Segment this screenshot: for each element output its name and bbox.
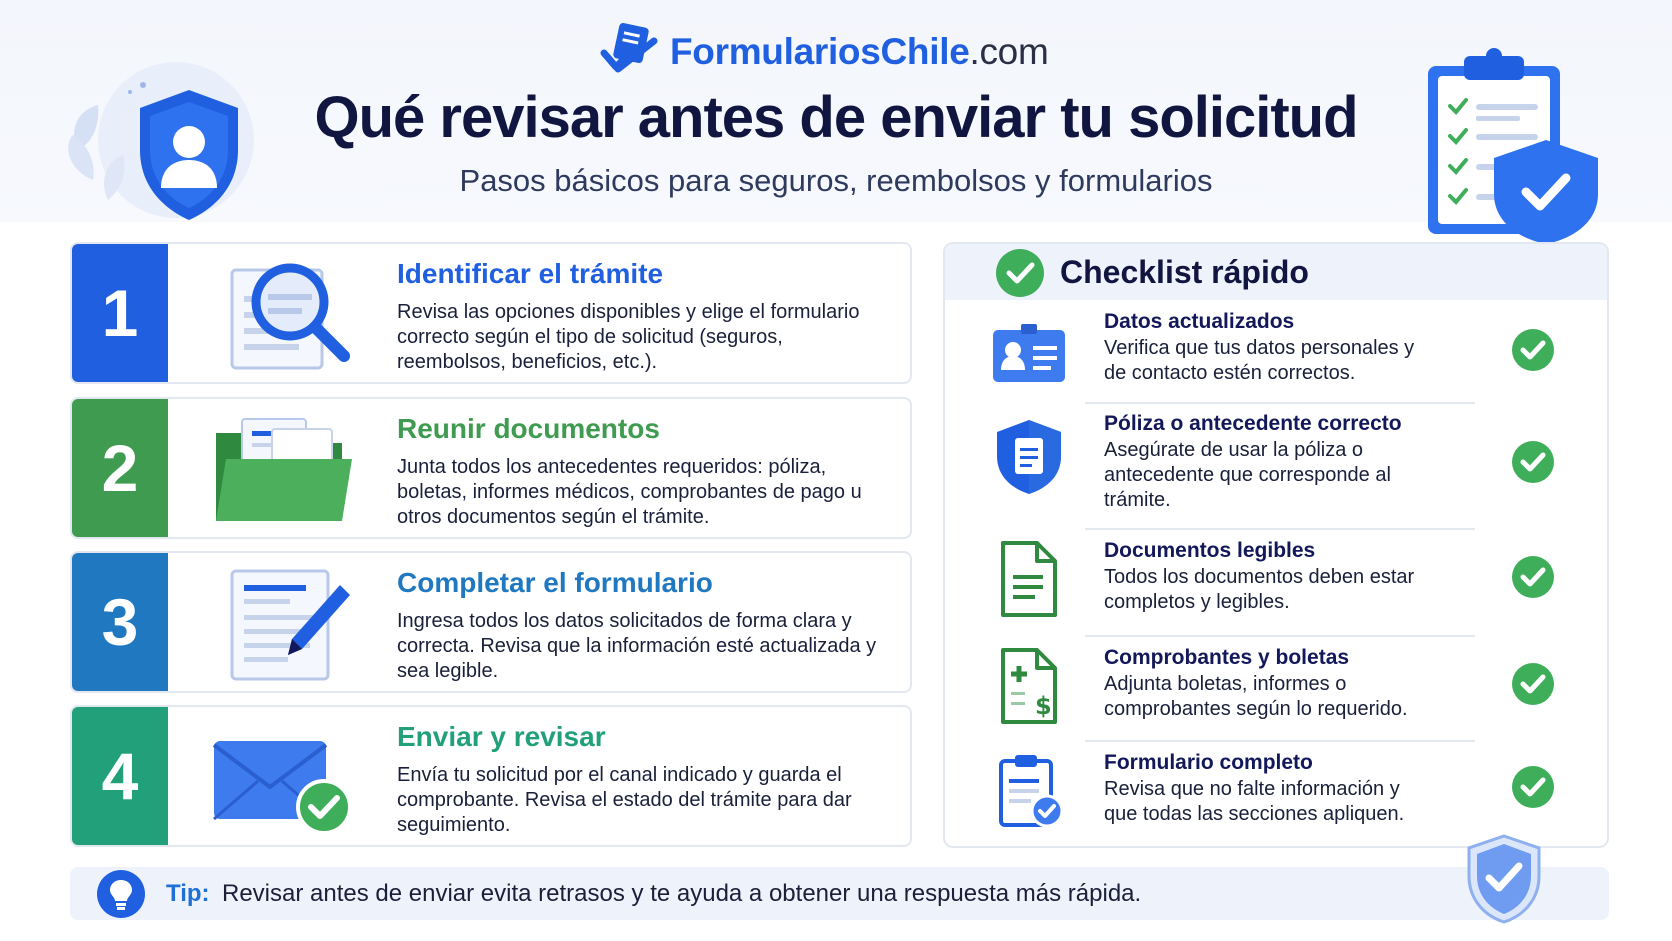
checklist-item-title-3: Documentos legibles: [1104, 539, 1316, 562]
envelope-check-icon: [212, 719, 362, 835]
lightbulb-icon: [96, 869, 146, 919]
brand-logo[interactable]: [600, 24, 1048, 80]
form-check-logo-icon: [600, 23, 658, 81]
tip-label: Tip:: [166, 880, 210, 907]
shield-document-icon: [989, 416, 1069, 496]
step-number-4: 4: [72, 707, 168, 845]
check-circle-icon: [1511, 765, 1555, 809]
checklist-divider: [1085, 635, 1475, 637]
page-subtitle: Pasos básicos para seguros, reembolsos y formularios: [459, 163, 1213, 198]
svg-text:$: $: [1035, 692, 1052, 720]
magnifier-document-icon: [212, 256, 362, 372]
clipboard-check-icon: [989, 751, 1069, 831]
page-title: Qué revisar antes de enviar tu solicitud: [314, 85, 1358, 150]
step-description-1: Revisa las opciones disponibles y elige el formulario correcto según el tipo de solicitud (seguros, reembolsos, beneficios, etc.).: [397, 301, 860, 373]
id-card-icon: [989, 314, 1069, 394]
step-title-2: Reunir documentos: [397, 413, 660, 444]
step-title-1: Identificar el trámite: [397, 258, 664, 289]
checklist-divider: [1085, 740, 1475, 742]
step-card-4: [70, 705, 912, 847]
check-circle-icon: [1511, 662, 1555, 706]
checklist-item-desc-1: Verifica que tus datos personales y de contacto estén correctos.: [1104, 337, 1415, 384]
check-circle-icon: [1511, 555, 1555, 599]
step-card-1: [70, 242, 912, 384]
step-card-3: [70, 551, 912, 693]
folder-icon: [212, 411, 362, 527]
tip-text: Revisar antes de enviar evita retrasos y te ayuda a obtener una respuesta más rápida.: [222, 880, 1142, 907]
step-number-2: 2: [72, 399, 168, 537]
check-circle-icon: [995, 248, 1045, 298]
step-description-3: Ingresa todos los datos solicitados de forma clara y correcta. Revisa que la información esté actualizada y sea legible.: [397, 610, 877, 682]
tip-bar: [70, 867, 1609, 920]
brand-domain: .com: [969, 31, 1049, 72]
shield-check-icon: [1465, 834, 1543, 924]
receipt-icon: [989, 646, 1069, 726]
checklist-divider: [1085, 528, 1475, 530]
checklist-item-desc-3: Todos los documentos deben estar completos y legibles.: [1104, 566, 1415, 613]
checklist-item-desc-4: Adjunta boletas, informes o comprobantes según lo requerido.: [1104, 673, 1408, 720]
checklist-item-title-1: Datos actualizados: [1104, 310, 1295, 333]
step-number-1: 1: [72, 244, 168, 382]
form-pencil-icon: [212, 565, 362, 681]
step-title-3: Completar el formulario: [397, 567, 713, 598]
checklist-divider: [1085, 402, 1475, 404]
checklist-title: Checklist rápido: [1060, 254, 1309, 290]
document-icon: [989, 539, 1069, 619]
step-number-3: 3: [72, 553, 168, 691]
quick-checklist-panel: [943, 242, 1609, 848]
checklist-item-desc-5: Revisa que no falte información y que todas las secciones apliquen.: [1104, 778, 1405, 825]
checklist-item-desc-2: Asegúrate de usar la póliza o antecedente que corresponde al trámite.: [1104, 439, 1391, 511]
checklist-item-title-4: Comprobantes y boletas: [1104, 646, 1350, 669]
checklist-item-title-5: Formulario completo: [1104, 751, 1313, 774]
check-circle-icon: [1511, 440, 1555, 484]
checklist-header: [945, 244, 1607, 300]
clipboard-shield-illustration: [1420, 44, 1610, 244]
brand-name: FormulariosChile: [670, 31, 970, 72]
step-description-2: Junta todos los antecedentes requeridos: póliza, boletas, informes médicos, comprobantes de pago u otros documentos según el trámite.: [397, 456, 862, 528]
step-title-4: Enviar y revisar: [397, 721, 606, 752]
check-circle-icon: [1511, 328, 1555, 372]
step-description-4: Envía tu solicitud por el canal indicado y guarda el comprobante. Revisa el estado del trámite para dar seguimiento.: [397, 764, 852, 836]
checklist-item-title-2: Póliza o antecedente correcto: [1104, 412, 1402, 435]
step-card-2: [70, 397, 912, 539]
